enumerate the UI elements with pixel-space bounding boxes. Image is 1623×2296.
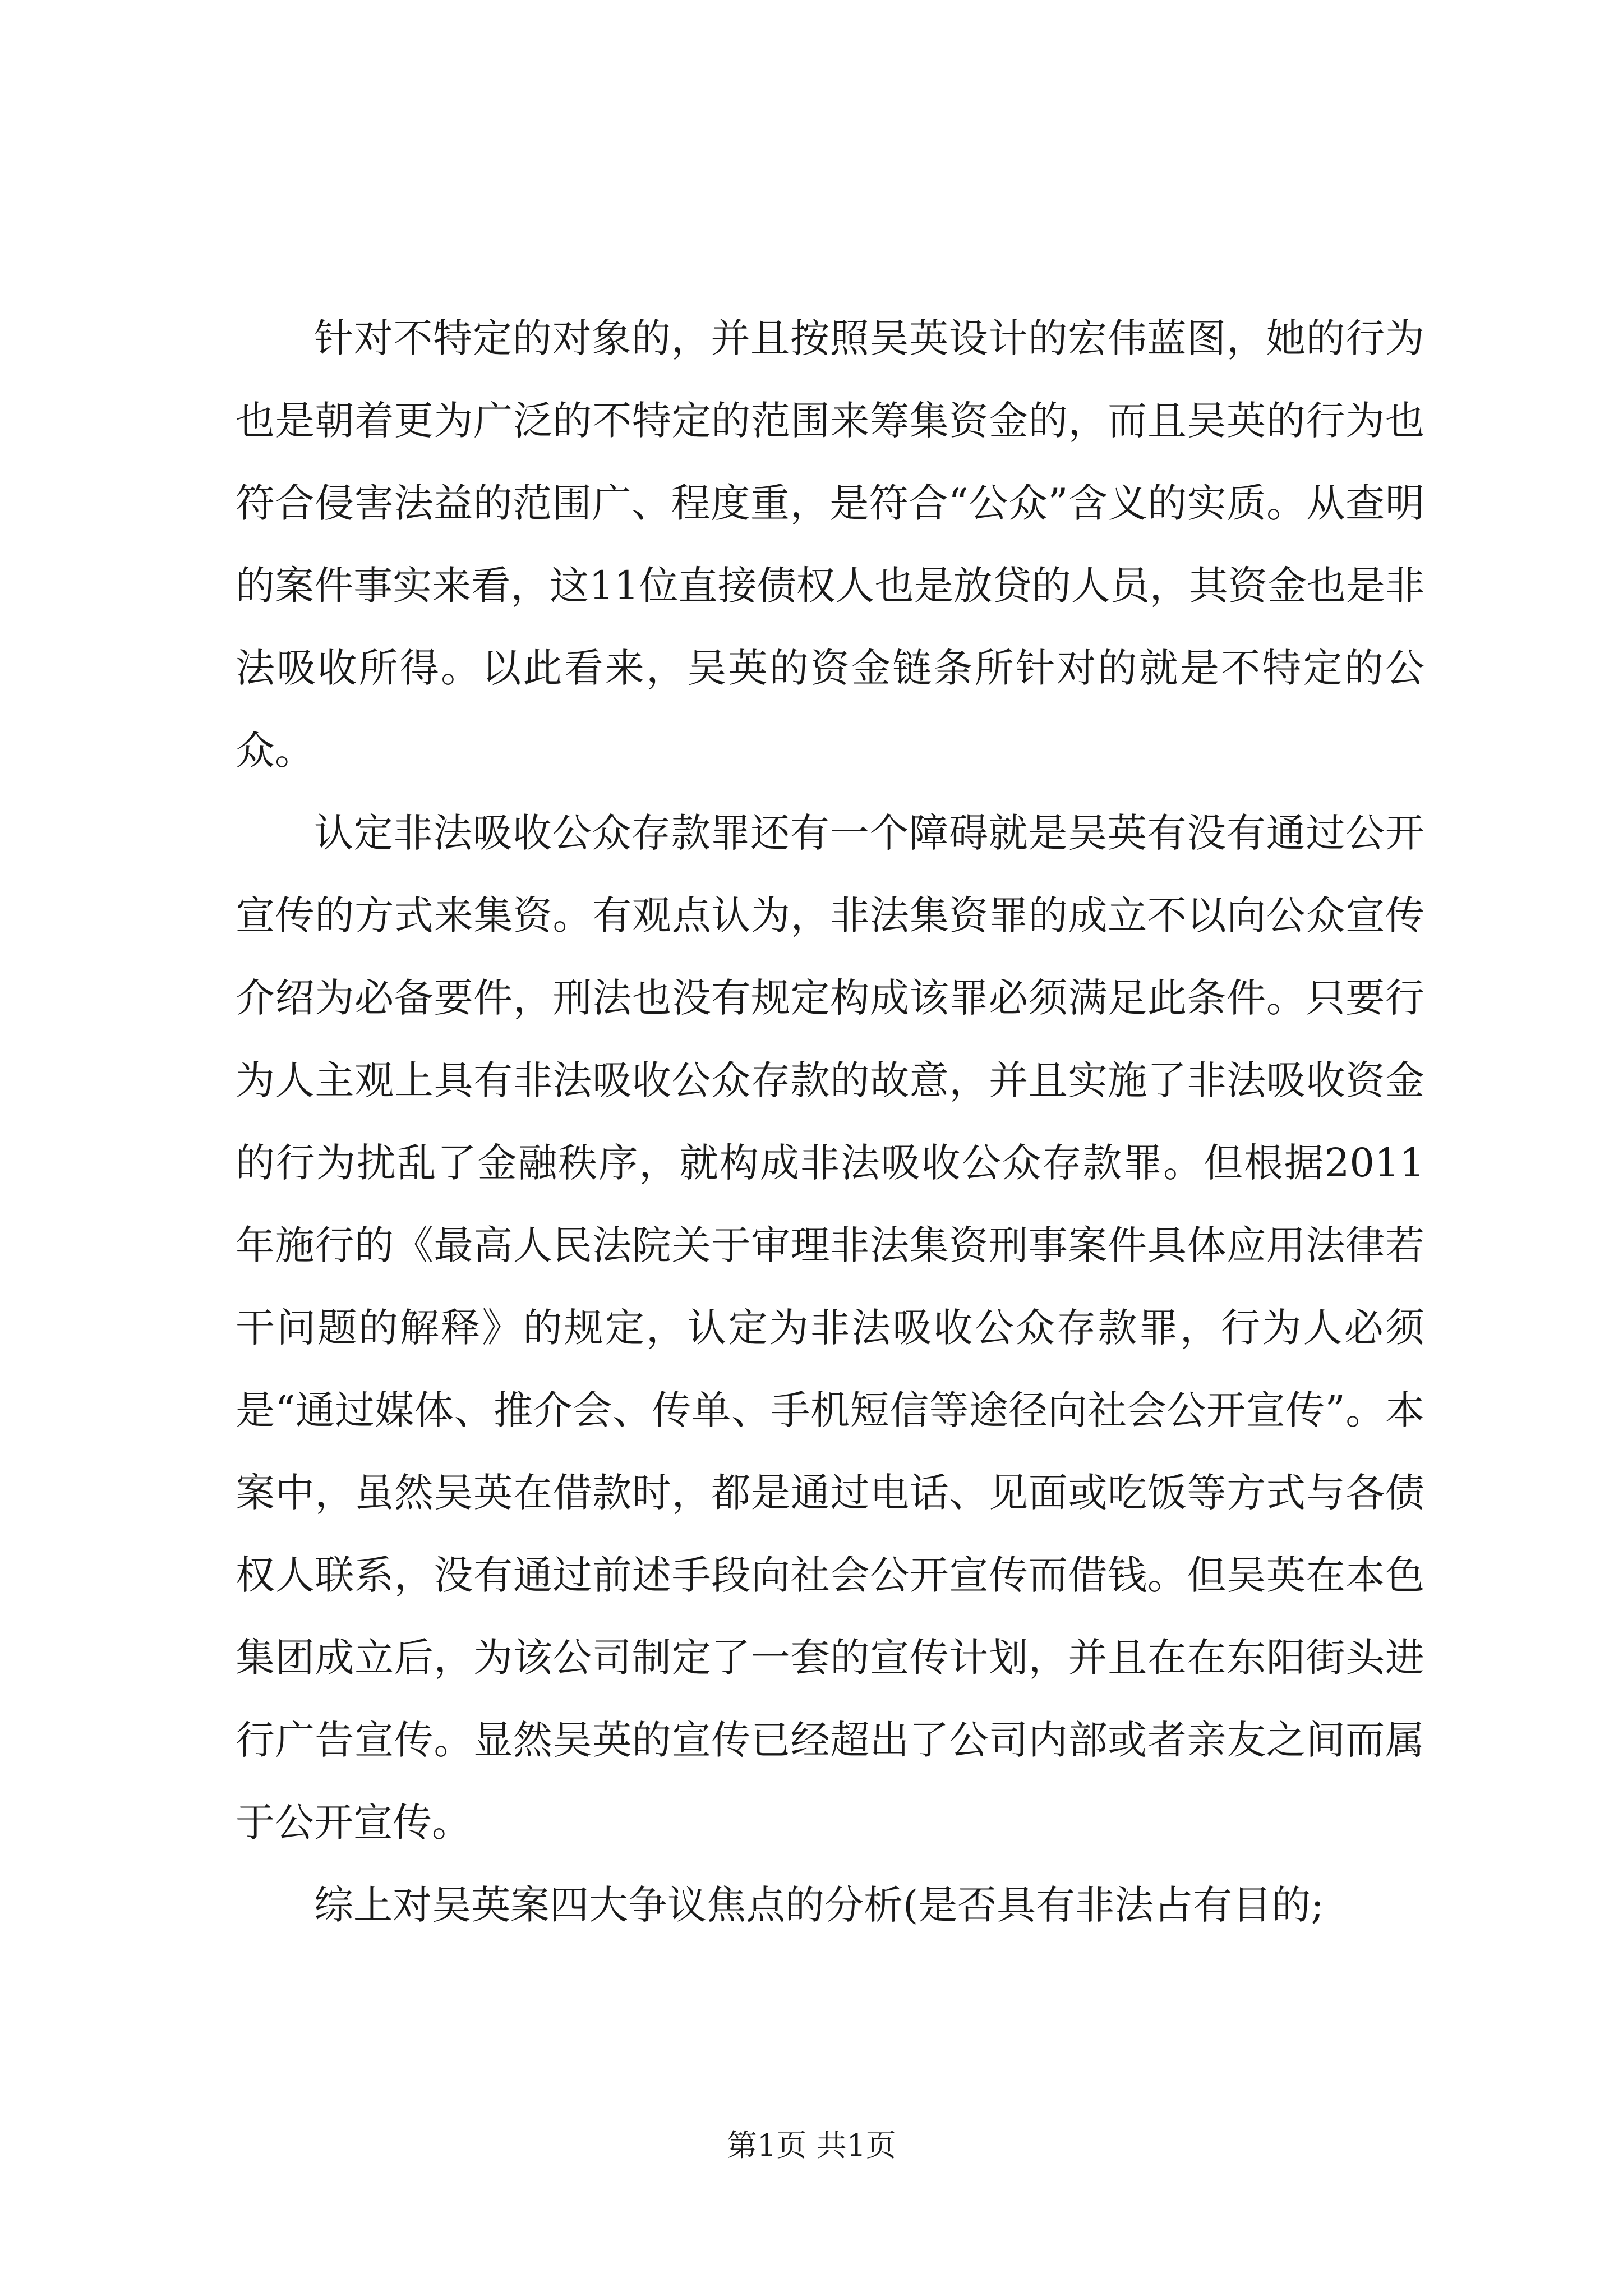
document-body [236,297,1424,1947]
page-footer: 第1页 共1页 [727,2128,896,2163]
paragraph-3: 综上对吴英案四大争议焦点的分析(是否具有非法占有目的; [314,1882,1324,1928]
paragraph-1: 针对不特定的对象的，并且按照吴英设计的宏伟蓝图，她的行为也是朝着更为广泛的不特定的范围来筹集资金的，而且吴英的行为也符合侵害法益的范围广、程度重，是符合“公众”含义的实质。从查明的案件事实来看，这11位直接债权人也是放贷的人员，其资金也是非法吸收所得。以此看来，吴英的资金链条所针对的就是不特定的公众。 [236,315,1424,774]
paragraph-2: 认定非法吸收公众存款罪还有一个障碍就是吴英有没有通过公开宣传的方式来集资。有观点认为，非法集资罪的成立不以向公众宣传介绍为必备要件，刑法也没有规定构成该罪必须满足此条件。只要行为人主观上具有非法吸收公众存款的故意，并且实施了非法吸收资金的行为扰乱了金融秩序，就构成非法吸收公众存款罪。但根据2011年施行的《最高人民法院关于审理非法集资刑事案件具体应用法律若干问题的解释》的规定，认定为非法吸收公众存款罪，行为人必须是“通过媒体、推介会、传单、手机短信等途径向社会公开宣传”。本案中，虽然吴英在借款时，都是通过电话、见面或吃饭等方式与各债权人联系，没有通过前述手段向社会公开宣传而借钱。但吴英在本色集团成立后，为该公司制定了一套的宣传计划，并且在在东阳街头进行广告宣传。显然吴英的宣传已经超出了公司内部或者亲友之间而属于公开宣传。 [236,810,1424,1846]
